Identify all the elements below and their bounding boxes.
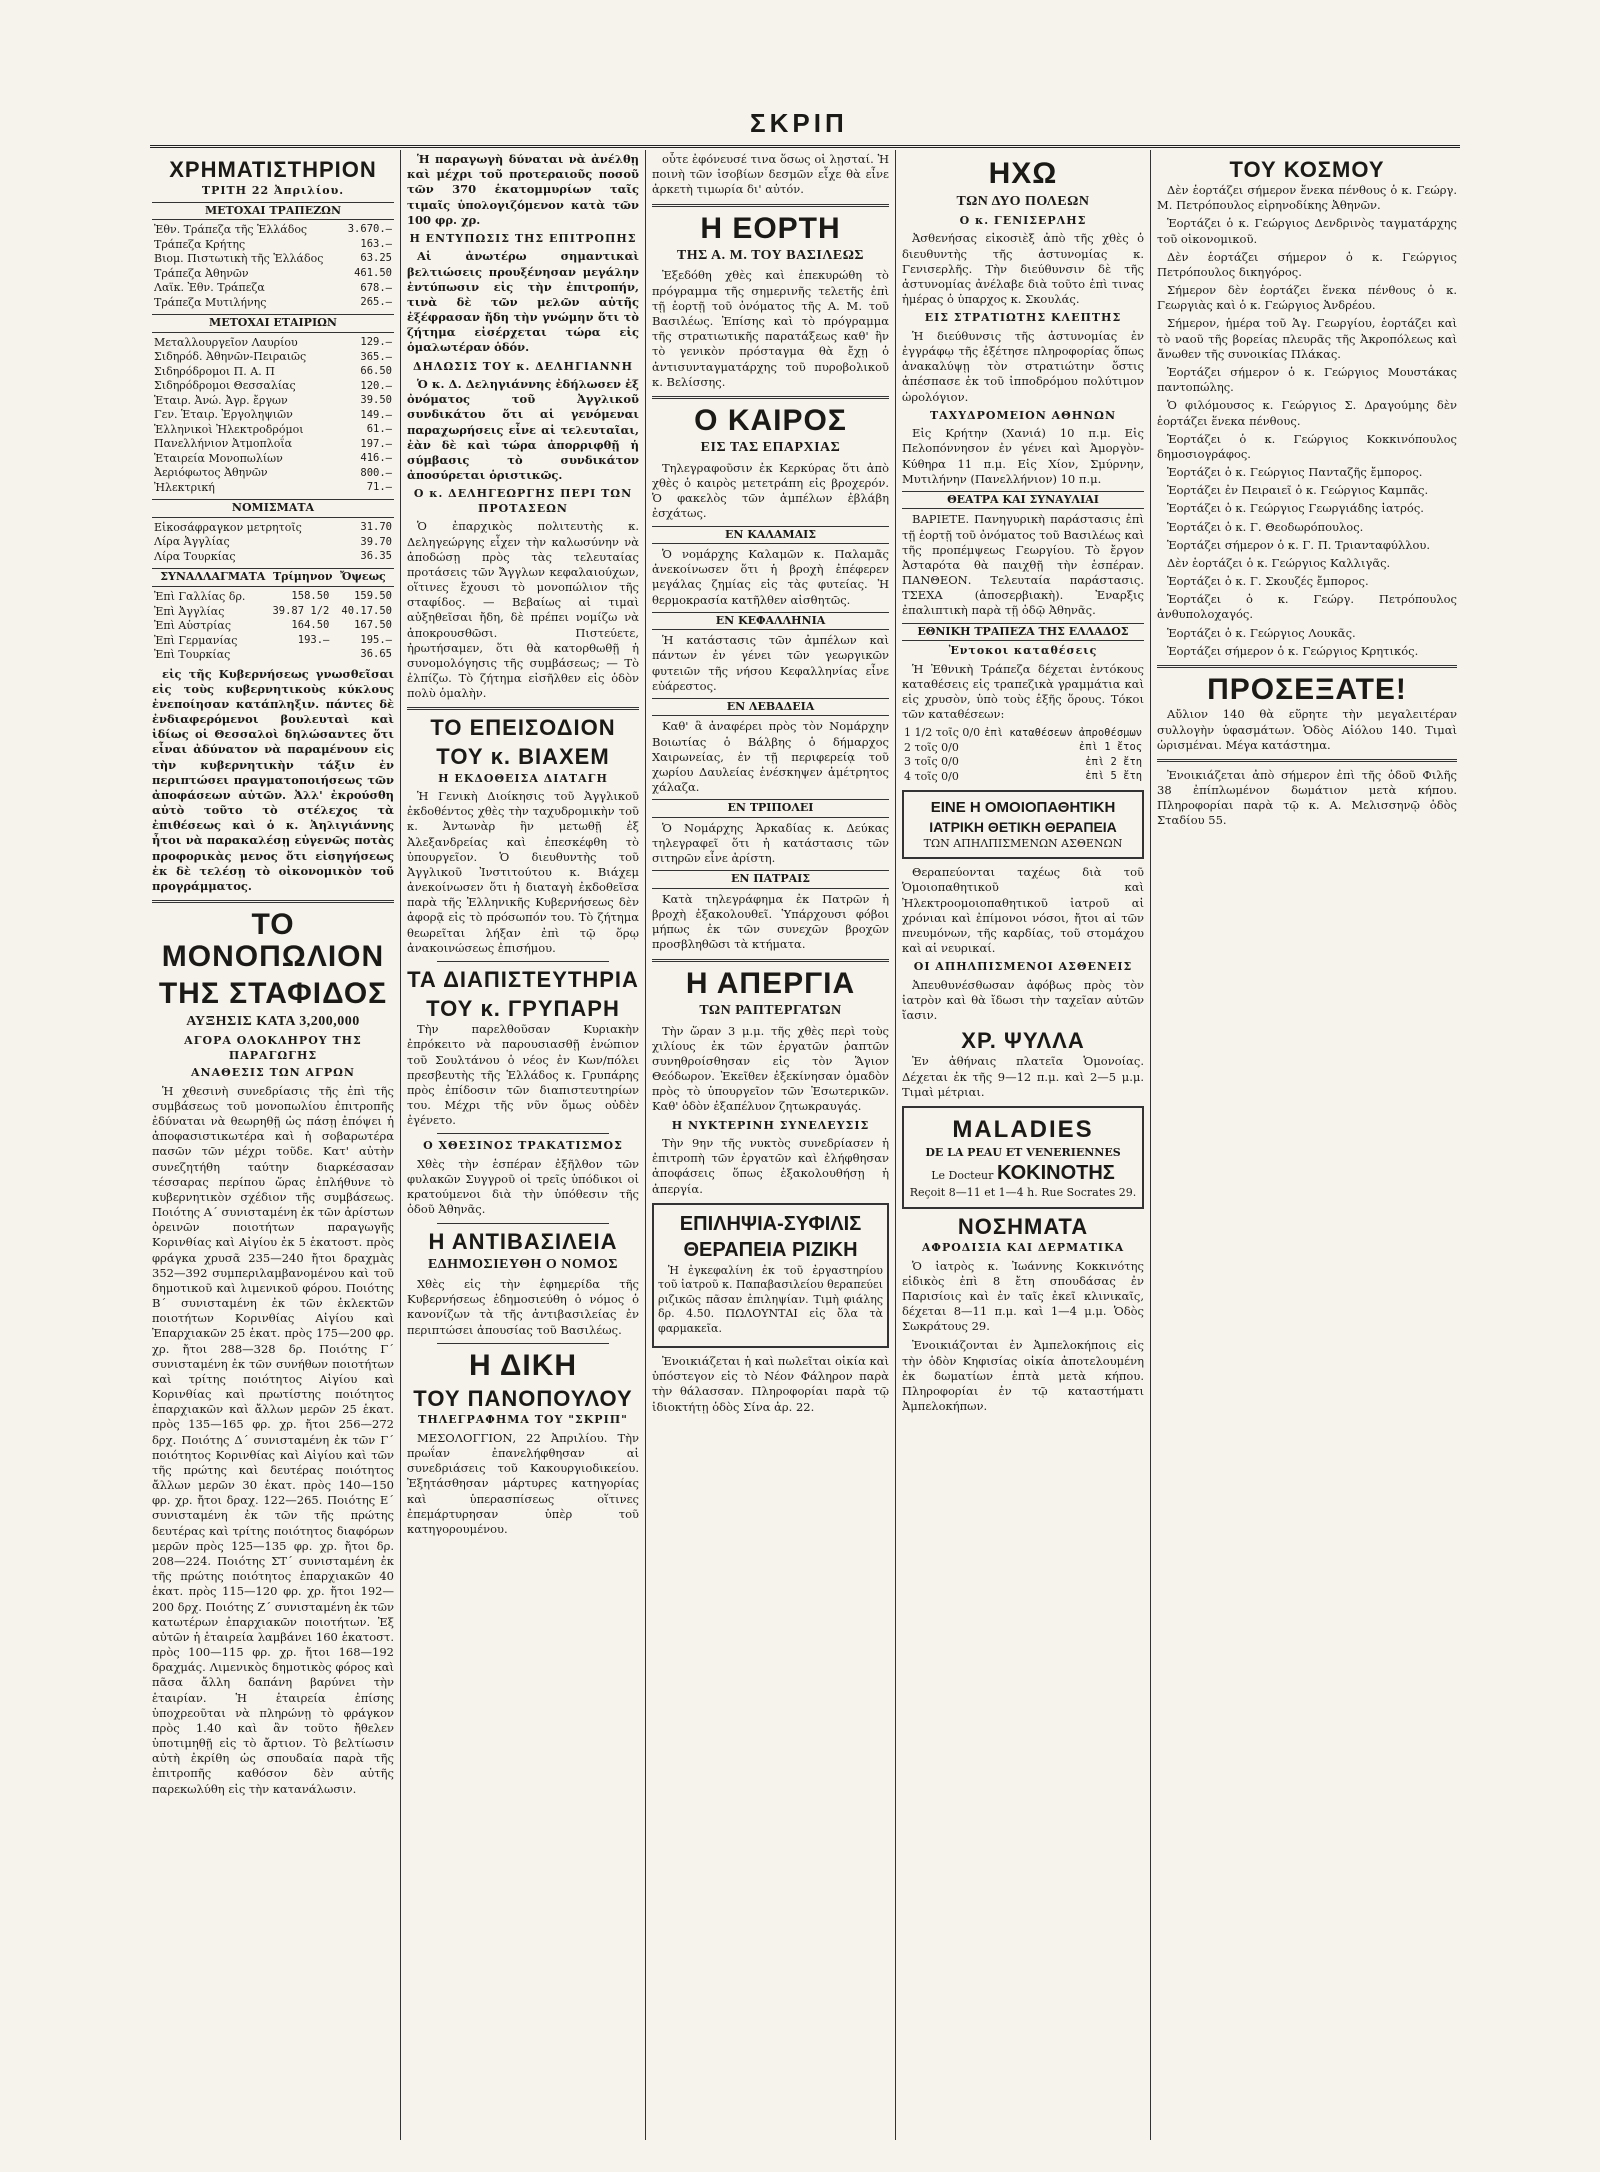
column-rule bbox=[645, 150, 646, 2140]
bank-subtitle: Ἐντοκοι καταθέσεις bbox=[948, 644, 1098, 658]
table-row bbox=[152, 223, 394, 238]
table-row bbox=[902, 755, 1144, 770]
impressions-article: Αἱ ἀνωτέρω σημαντικαὶ βελτιώσεις προυξένησαν μεγάλην ἐντύπωσιν εἰς τὴν ἐπιτροπήν, τινὰ δὲ τῶν μελῶν αὐτῆς ἐξέφρασαν ἤδη τὴν γνώμην ὅτι τὸ ζήτημα εἰσέρχεται τώρα εἰς ὁμαλωτέραν ὁδόν. bbox=[407, 249, 639, 355]
gold-article: Χθὲς τὴν ἑσπέραν ἐξῆλθον τῶν φυλακῶν Συγγροῦ οἱ τρεῖς ὑπόδικοι οἱ κρατούμενοι διὰ τὴν ὑπόθεσιν τῆς ὁδοῦ Ἀθηνᾶς. bbox=[407, 1156, 639, 1217]
currency-title: ΝΟΜΙΣΜΑΤΑ bbox=[152, 499, 394, 518]
table-cell: Λίρα Τουρκίας bbox=[154, 549, 236, 563]
verdict-paragraph: οὗτε ἐφόνευσέ τινα ὅσως οἱ λῃσταί. Ἡ ποινὴ τῶν ἰσοβίων δεσμῶν εἶχε θὰ εἶνε ἀρκετὴ τιμωρία δι' αὐτόν. bbox=[652, 152, 889, 197]
place-article: Ὁ νομάρχης Καλαμῶν κ. Παλαμᾶς ἀνεκοίνωσεν ὅτι ἡ βροχὴ ἐπέφερεν μεγάλας ζημίας εἰς τὰς φυτείας. Ἡ θερμοκρασία κατῆλθεν αἰσθητῶς. bbox=[652, 547, 889, 607]
list-item: Ἑορτάζει ὁ κ. Γεώργιος Λουκᾶς. bbox=[1167, 625, 1356, 640]
list-item: Δὲν ἑορτάζει σήμερον ἕνεκα πένθους ὁ κ. Γεώργ. Μ. Πετρόπουλος εἰρηνοδίκης Ἀθηνῶν. bbox=[1157, 183, 1457, 213]
intro-paragraph: εἰς τῆς Κυβερνήσεως γνωσθεῖσαι εἰς τοὺς κυβερνητικοὺς κύκλους ἐνεποίησαν κατάπληξιν. πάντες δὲ ἐνδιαφερόμενοι βουλευταὶ καὶ ἰδίως οἱ Θεσσαλοὶ δηλώσαντες ὅτι εἶναι ἀδύνατον νὰ παραμένουν εἰς τὴν κυβερνητικὴν τάξιν ἐν περιπτώσει πραγματοποιήσεως τῶν ἀποφάσεων αὐτῶν. Ἀλλ' ἐκρούσθη αὐτὸ τοῦτο τὸ στέλεχος τὰ ἐπιθέσεως καὶ ὁ κ. Ἀηλιγιάννης ἦτοι νὰ παρακαλέσῃ εὐγενῶς ποτὰς προφορικὰς μενος ὅτι εἰσηγήσεως ἐκ δὲ τελέσῃ τὸ οἰκονομικὸν τοῦ προγράμματος. bbox=[152, 666, 394, 893]
table-row bbox=[152, 252, 394, 267]
echo-heading: ΗΧΩ bbox=[988, 157, 1058, 190]
divider bbox=[652, 396, 889, 399]
column-rule bbox=[400, 150, 401, 2140]
episode-heading-2: ΤΟΥ κ. ΒΙΑΧΕΜ bbox=[436, 744, 610, 770]
table-row bbox=[152, 408, 394, 423]
table-cell: 71.— bbox=[366, 481, 392, 494]
table-cell: 120.— bbox=[360, 379, 392, 392]
feast-heading: Η ΕΟΡΤΗ bbox=[700, 211, 841, 245]
credentials-article: Τὴν παρελθοῦσαν Κυριακὴν ἐπρόκειτο νὰ παρουσιασθῇ ἐνώπιον τοῦ Σουλτάνου ὁ νέος ἐν Κων/πόλει πρεσβευτὴς τῆς Ἑλλάδος κ. Γρυπάρης πρὸς ἐπίδοσιν τῶν διαπιστευτηρίων του. Μέχρι τῆς νῦν ὅμως οὐδὲν ἐγένετο. bbox=[407, 1022, 639, 1128]
column-rule bbox=[1150, 150, 1151, 2140]
place-title: ΕΝ ΤΡΙΠΟΛΕΙ bbox=[652, 799, 889, 818]
column-1 bbox=[152, 152, 394, 2142]
table-cell: 129.— bbox=[360, 336, 392, 349]
attention-heading: ΠΡΟΣΕΞΑΤΕ! bbox=[1207, 672, 1407, 706]
table-cell: 195.— bbox=[360, 633, 392, 646]
place-article: Ὁ Νομάρχης Ἀρκαδίας κ. Δεύκας τηλεγραφεῖ ὅτι ἡ κατάστασις τῶν σιτηρῶν εἶνε ἀρίστη. bbox=[652, 820, 889, 866]
place-article: Κατὰ τηλεγράφημα ἐκ Πατρῶν ἡ βροχὴ ἐξακολουθεῖ. Ὑπάρχουσι φόβοι μήπως ἐκ τῶν συνεχῶν βροχῶν προσβληθῶσι τὰ κτήματα. bbox=[652, 891, 889, 952]
episode-heading: ΤΟ ΕΠΕΙΣΟΔΙΟΝ bbox=[430, 715, 616, 741]
monopoly-subheading-2: ΑΓΟΡΑ ΟΛΟΚΛΗΡΟΥ ΤΗΣ ΠΑΡΑΓΩΓΗΣ bbox=[184, 1034, 362, 1062]
post-article: Εἰς Κρήτην (Χανιά) 10 π.μ. Εἰς Πελοπόννησον ἐν γένει καὶ Ἀμοργὸν-Κύθηρα 11 π.μ. Εἰς Χίον, Σμύρνην, Μυτιλήνην (Πανελλήνιον) 10 π.μ. bbox=[902, 426, 1144, 486]
table-row bbox=[152, 350, 394, 365]
table-cell: Σιδηρόδρομοι Θεσσαλίας bbox=[154, 379, 296, 393]
rental-notice: Ἐνοικιάζεται ἡ καὶ πωλεῖται οἰκία καὶ ὑπόστεγον εἰς τὸ Νέον Φάληρον παρὰ τὴν θάλασσαν. Πληροφορίαι παρὰ τῷ ἰδιοκτήτῃ ὁδὸς Σίνα ἀρ. 22. bbox=[652, 1354, 889, 1414]
list-item: Ἑορτάζει ὁ κ. Γεώργιος Δενδρινὸς ταγματάρχης τοῦ οἰκονομικοῦ. bbox=[1157, 216, 1457, 246]
maladies-hours: Reçoit 8—11 et 1—4 h. Rue Socrates 29. bbox=[909, 1186, 1137, 1200]
table-cell: Ἐπὶ Αὐστρίας bbox=[154, 619, 232, 633]
maladies-subtitle: DE LA PEAU ET VENERIENNES bbox=[925, 1145, 1121, 1159]
table-cell: 800.— bbox=[360, 466, 392, 479]
table-cell: 265.— bbox=[360, 296, 392, 309]
list-item: Ἑορτάζει ὁ κ. Γεώργιος Κοκκινόπουλος δημοσιογράφος. bbox=[1157, 431, 1457, 461]
table-cell: 4 τοῖς 0/0 bbox=[904, 769, 959, 783]
table-cell: 193.— bbox=[297, 633, 330, 646]
exchange-title bbox=[152, 568, 394, 587]
echo-byline: Ο κ. ΓΕΝΙΣΕΡΛΗΣ bbox=[959, 213, 1087, 227]
exchange-col-1: Τρίμηνον bbox=[272, 570, 333, 584]
divider bbox=[652, 959, 889, 962]
homeopathy-article: Θεραπεύονται ταχέως διὰ τοῦ Ὁμοιοπαθητικοῦ καὶ Ἠλεκτροομοιοπαθητικοῦ ἰατροῦ αἱ χρόνιαι καὶ ἐπίμονοι νόσοι, ἤτοι αἱ τῶν πνευμόνων, τῆς καρδίας, τοῦ στομάχου καὶ αἱ νευρικαί. bbox=[902, 865, 1144, 956]
table-cell: Ἑταιρ. Ἀνώ. Ἀγρ. ἔργων bbox=[154, 393, 288, 407]
table-row bbox=[152, 365, 394, 380]
list-item: Ἑορτάζει σήμερον ὁ κ. Γεώργιος Μουστάκας παντοπώλης. bbox=[1157, 364, 1457, 395]
maladies-doctor-line bbox=[908, 1160, 1138, 1186]
episode-article: Ἡ Γενικὴ Διοίκησις τοῦ Ἀγγλικοῦ ἐκδοθέντος χθὲς τὴν ταχυδρομικὴν τοῦ κ. Ἀντωνὰρ ἣν μετωθῇ ἐξ Ἀλεξανδρείας καὶ ἐπεσκέφθη τὸ ὑπουργεῖον. Ὁ διευθυντὴς τοῦ Ἀγγλικοῦ Ἰνστιτούτου κ. Βιάχεμ ἀνεκοίνωσεν ὅτι ἡ διαταγὴ ἐκδοθεῖσα παρὰ τῆς Ἑλληνικῆς Κυβερνήσεως δὲν ἀφορᾷ εἰς τὸ πρόσωπόν του. Τὸ ζήτημα θεωρεῖται λήξαν ἐπὶ τῷ ὅρῳ ἀνακοινώσεως ἐπισήμου. bbox=[407, 789, 639, 955]
table-cell: Ἐπὶ Γερμανίας bbox=[154, 633, 238, 647]
table-cell: Ἐπὶ Ἀγγλίας bbox=[154, 604, 225, 618]
table-row bbox=[152, 521, 394, 536]
table-row bbox=[152, 452, 394, 467]
table-row bbox=[152, 336, 394, 351]
list-item: Δὲν ἑορτάζει ὁ κ. Γεώργιος Καλλιγᾶς. bbox=[1167, 555, 1391, 570]
table-row bbox=[152, 535, 394, 550]
table-row bbox=[152, 619, 394, 634]
stock-exchange-heading: ΧΡΗΜΑΤΙΣΤΗΡΙΟΝ bbox=[169, 157, 377, 182]
list-item: Ἑορτάζει σήμερον ὁ κ. Γεώργιος Κρητικός. bbox=[1167, 643, 1419, 658]
bank-article: Ἡ Ἐθνικὴ Τράπεζα δέχεται ἐντόκους καταθέσεις εἰς τραπεζικὰ γραμμάτια καὶ εἰς χρυσὸν, ὑπὸ τοὺς ἑξῆς ὅρους. Τόκοι τῶν καταθέσεων: bbox=[902, 661, 1144, 722]
table-row bbox=[152, 481, 394, 496]
table-cell: Σιδηρόδρομοι Π. Α. Π bbox=[154, 364, 275, 378]
epilepsy-title: ΕΠΙΛΗΨΙΑ-ΣΥΦΙΛΙΣ bbox=[679, 1212, 862, 1235]
table-cell: 39.87 1/2 bbox=[272, 604, 330, 617]
table-cell: Λίρα Ἀγγλίας bbox=[154, 535, 230, 549]
weather-intro: Τηλεγραφοῦσιν ἐκ Κερκύρας ὅτι ἀπὸ χθὲς ὁ καιρὸς μετετράπη εἰς βροχερόν. Ὁ φακελὸς τῶν ἀμπέλων ἐβλάβη ἐσχάτως. bbox=[652, 460, 889, 521]
table-cell: Γεν. Ἑταιρ. Ἐργοληψιῶν bbox=[154, 408, 293, 422]
weather-heading-2: ΕΙΣ ΤΑΣ ΕΠΑΡΧΙΑΣ bbox=[700, 440, 841, 456]
table-row bbox=[152, 296, 394, 311]
night-meeting-title: Η ΝΥΚΤΕΡΙΝΗ ΣΥΝΕΛΕΥΣΙΣ bbox=[671, 1118, 870, 1132]
list-item: Ἑορτάζει ἐν Πειραιεῖ ὁ κ. Γεώργιος Καμπᾶς. bbox=[1167, 483, 1429, 498]
table-cell: ἐπὶ 5 ἔτη bbox=[1085, 770, 1143, 783]
table-row bbox=[152, 394, 394, 409]
place-article: Καθ' ἃ ἀναφέρει πρὸς τὸν Νομάρχην Βοιωτίας ὁ Βάλβης ὁ δήμαρχος Χαιρωνείας, ἐν τῇ περιφερείᾳ τοῦ χωρίου Δαυλείας ἐνέσκηψεν ἀμέτρητος χάλαζα. bbox=[652, 719, 889, 795]
divider bbox=[1157, 665, 1457, 668]
table-row bbox=[902, 741, 1144, 756]
list-item: Δὲν ἑορτάζει σήμερον ὁ κ. Γεώργιος Πετρόπουλος δικηγόρος. bbox=[1157, 249, 1457, 279]
table-cell: Ἑταιρεία Μονοπωλίων bbox=[154, 451, 283, 465]
table-cell: 61.— bbox=[366, 423, 392, 436]
table-cell: Λαϊκ. Ἐθν. Τράπεζα bbox=[154, 281, 265, 295]
table-cell: 40.17.50 bbox=[341, 604, 392, 617]
place-title: ΕΝ ΚΑΛΑΜΑΙΣ bbox=[652, 526, 889, 545]
table-cell: Σιδηρόδ. Ἀθηνῶν-Πειραιῶς bbox=[154, 350, 307, 364]
table-cell: 66.50 bbox=[360, 365, 392, 378]
table-cell: Τράπεζα Μυτιλήνης bbox=[154, 295, 267, 309]
gold-title: Ο ΧΘΕΣΙΝΟΣ ΤΡΑΚΑΤΙΣΜΟΣ bbox=[423, 1139, 623, 1153]
table-row bbox=[152, 550, 394, 565]
exchange-date: ΤΡΙΤΗ 22 Ἀπριλίου. bbox=[201, 184, 345, 198]
table-cell: 39.50 bbox=[360, 394, 392, 407]
divider bbox=[652, 204, 889, 207]
table-row bbox=[152, 437, 394, 452]
place-article: Ἡ κατάστασις τῶν ἀμπέλων καὶ πάντων ἐν γένει τῶν γεωργικῶν φυτειῶν τῆς νήσου Κεφαλληνίας εἶνε εὐάρεστος. bbox=[652, 633, 889, 693]
table-cell: 149.— bbox=[360, 408, 392, 421]
monopoly-subheading-3: ΑΝΑΘΕΣΙΣ ΤΩΝ ΑΓΡΩΝ bbox=[191, 1066, 355, 1080]
table-cell: 36.65 bbox=[360, 648, 392, 661]
column-rule bbox=[895, 150, 896, 2140]
exchange-col-2: Ὄψεως bbox=[340, 570, 386, 584]
epilepsy-text: Ἡ ἐγκεφαλίνη ἐκ τοῦ ἐργαστηρίου τοῦ ἰατροῦ κ. Παπαβασιλείου θεραπεύει ριζικῶς πᾶσαν ἐπιληψίαν. Τιμὴ φιάλης δρ. 4.50. ΠΩΛΟΥΝΤΑΙ εἰς ὅλα τὰ φαρμακεῖα. bbox=[658, 1263, 883, 1335]
night-meeting-article: Τὴν 9ην τῆς νυκτὸς συνεδρίασεν ἡ ἐπιτροπὴ τῶν ἐργατῶν καὶ ἐλήφθησαν ἀποφάσεις ὅπως ἐξακολουθήσῃ ἡ ἀπεργία. bbox=[652, 1136, 889, 1196]
table-row bbox=[902, 726, 1144, 741]
place-title: ΕΝ ΠΑΤΡΑΙΣ bbox=[652, 870, 889, 889]
statements-article: Ὁ κ. Δ. Δεληγιάννης ἐδήλωσεν ἐξ ὀνόματος τοῦ Ἀγγλικοῦ συνδικάτου ὅτι αἱ γενόμεναι παραχωρήσεις εἶνε αἱ τελευταῖαι, ἐὰν δὲ καὶ τώρα ἀπορριφθῇ ἡ σύμβασις τὸ συνδικάτον ἀποσύρεται ὁριστικῶς. bbox=[407, 377, 639, 483]
table-cell: 159.50 bbox=[354, 590, 392, 603]
epilepsy-subtitle: ΘΕΡΑΠΕΙΑ ΡΙΖΙΚΗ bbox=[683, 1239, 858, 1262]
table-row bbox=[152, 634, 394, 649]
table-cell: 2 τοῖς 0/0 bbox=[904, 740, 959, 754]
table-cell: 158.50 bbox=[291, 590, 330, 603]
diseases-article: Ὁ ἰατρὸς κ. Ἰωάννης Κοκκινότης εἰδικὸς ἐπὶ 8 ἔτη σπουδάσας ἐν Παρισίοις καὶ ἐν ταῖς ἐκεῖ κλινικαῖς, δέχεται 8—11 π.μ. καὶ 1—4 μ.μ. Ὁδὸς Σωκράτους 29. bbox=[902, 1258, 1144, 1334]
table-cell: 1 1/2 τοῖς 0/0 bbox=[904, 726, 981, 740]
divider bbox=[407, 707, 639, 710]
echo-article: Ἀσθενήσας εἰκοσιὲξ ἀπὸ τῆς χθὲς ὁ διευθυντὴς τῆς ἀστυνομίας κ. Γενισερλῆς. Τὴν διεύθυνσιν δὲ τῆς ἀστυνομίας ἀνέλαβε διὰ τοῦτο ἐπὶ τινας ἡμέρας ὁ ὑπαρχος κ. Σκουλάς. bbox=[902, 231, 1144, 307]
weather-heading: Ο ΚΑΙΡΟΣ bbox=[694, 403, 847, 437]
strike-heading: Η ΑΠΕΡΓΙΑ bbox=[685, 966, 856, 1000]
strike-heading-2: ΤΩΝ ΡΑΠΤΕΡΓΑΤΩΝ bbox=[699, 1003, 842, 1019]
episode-subheading: Η ΕΚΔΟΘΕΙΣΑ ΔΙΑΤΑΓΗ bbox=[438, 771, 608, 785]
table-row bbox=[152, 423, 394, 438]
bank-title: ΕΘΝΙΚΗ ΤΡΑΠΕΖΑ ΤΗΣ ΕΛΛΑΔΟΣ bbox=[902, 623, 1144, 642]
feast-article: Ἐξεδόθη χθὲς καὶ ἐπεκυρώθη τὸ πρόγραμμα τῆς σημερινῆς τελετῆς ἐπὶ τῇ ἑορτῇ τοῦ ὀνόματος τῆς Α. Μ. τοῦ Βασιλέως. Ἐπίσης καὶ τὸ πρόγραμμα τῆς στρατιωτικῆς παρατάξεως καθ' ἣν τὸ γενικὸν πρόσταγμα θὰ ἔχῃ ὁ ἀντισυνταγματάρχης τοῦ πυροβολικοῦ κ. Βελίσσης. bbox=[652, 268, 889, 389]
table-cell: 365.— bbox=[360, 350, 392, 363]
masthead bbox=[150, 108, 1460, 148]
list-item: Ἑορτάζει ὁ κ. Γεώργιος Πανταζῆς ἔμπορος. bbox=[1167, 465, 1423, 480]
homeopathy-heading-2: ΙΑΤΡΙΚΗ ΘΕΤΙΚΗ ΘΕΡΑΠΕΙΑ bbox=[929, 819, 1117, 836]
table-cell: 3.670.— bbox=[347, 223, 392, 236]
table-cell: Ἐθν. Τράπεζα τῆς Ἑλλάδος bbox=[154, 223, 308, 237]
maladies-ad bbox=[902, 1106, 1144, 1209]
credentials-heading-2: ΤΟΥ κ. ΓΡΥΠΑΡΗ bbox=[426, 996, 620, 1022]
proposal-title: Ο κ. ΔΕΛΗΓΕΩΡΓΗΣ ΠΕΡΙ ΤΩΝ ΠΡΟΤΑΣΕΩΝ bbox=[413, 487, 633, 515]
list-item: Ἑορτάζει ὁ κ. Γεώργ. Πετρόπουλος ἀνθυπολοχαγός. bbox=[1157, 592, 1457, 622]
rates-table bbox=[902, 726, 1144, 784]
divider bbox=[437, 1343, 609, 1344]
table-row bbox=[152, 648, 394, 663]
list-item: Ἑορτάζει ὁ κ. Γεώργιος Γεωργιάδης ἰατρός. bbox=[1167, 501, 1424, 516]
last-notice: Ἐνοικιάζεται ἀπὸ σήμερον ἐπὶ τῆς ὁδοῦ Φιλῆς 38 ἐπίπλωμένον δωμάτιον μετὰ κήπου. Πληροφορίαι παρὰ τῷ κ. Α. Μελισσηνῷ ὁδὸς Σταδίου 55. bbox=[1157, 767, 1457, 828]
list-item: Σήμερον δὲν ἑορτάζει ἕνεκα πένθους ὁ κ. Γεωργιὰς καὶ ὁ κ. Γεώργιος Ἀνδρέου. bbox=[1157, 283, 1457, 313]
diseases-heading: ΝΟΣΗΜΑΤΑ bbox=[957, 1213, 1089, 1239]
doctor-article: Ἐν ἀθήναις πλατεῖα Ὁμονοίας. Δέχεται ἐκ τῆς 9—12 π.μ. καὶ 2—5 μ.μ. Τιμαὶ μέτριαι. bbox=[902, 1054, 1144, 1099]
table-row bbox=[152, 590, 394, 605]
regency-heading: Η ΑΝΤΙΒΑΣΙΛΕΙΑ bbox=[428, 1228, 618, 1254]
maladies-doctor-name: ΚΟΚΙΝΟΤΗΣ bbox=[997, 1162, 1115, 1185]
monopoly-subheading: ΑΥΞΗΣΙΣ ΚΑΤΑ 3,200,000 bbox=[186, 1013, 360, 1029]
table-cell: ἐπὶ 2 ἔτη bbox=[1085, 755, 1143, 768]
divider bbox=[437, 1223, 609, 1224]
exchange-table bbox=[152, 590, 394, 663]
monopoly-heading-2: ΤΗΣ ΣΤΑΦΙΔΟΣ bbox=[158, 977, 388, 1011]
regency-subheading: ΕΔΗΜΟΣΙΕΥΘΗ Ο ΝΟΜΟΣ bbox=[427, 1256, 619, 1272]
table-cell: Εἰκοσάφραγκον μετρητοῖς bbox=[154, 520, 302, 534]
list-item: Ἑορτάζει ὁ κ. Γ. Θεοδωρόπουλος. bbox=[1167, 519, 1364, 534]
divider bbox=[1157, 759, 1457, 762]
proposal-article: Ὁ ἐπαρχικὸς πολιτευτὴς κ. Δεληγεώργης εἶχεν τὴν καλωσύνην νὰ ἀποδώσῃ πρὸς τὰς τελευταίας προτάσεις τῶν Ἄγγλων κεφαλαιούχων, οἵτινες ἔχουσι τὸ μονοπώλιον τῆς σταφίδος. — Βεβαίως αἱ τιμαὶ αὐξηθεῖσαι ἤδη, δὲ πρέπει νομίζω νὰ ἀποκρουσθῶσι. Πιστεύετε, ἠρωτήσαμεν, ὅτι θὰ κατορθωθῇ ἡ συνομολόγησις τῆς συμβάσεως; — Τὸ ἐλπίζω. Τὸ ζήτημα εἰσῆλθεν εἰς ὁδὸν πολὺ ὁμαλὴν. bbox=[407, 519, 639, 701]
table-cell: 39.70 bbox=[360, 535, 392, 548]
list-item: Ἑορτάζει ὁ κ. Γ. Σκουζές ἔμπορος. bbox=[1167, 574, 1369, 589]
patients-title: ΟΙ ΑΠΗΛΠΙΣΜΕΝΟΙ ΑΣΘΕΝΕΙΣ bbox=[913, 960, 1133, 974]
table-cell: Ἑλληνικοὶ Ἠλεκτροδρόμοι bbox=[154, 422, 304, 436]
table-cell: Ἐπὶ Τουρκίας bbox=[154, 648, 231, 662]
theatre-title: ΘΕΑΤΡΑ ΚΑΙ ΣΥΝΑΥΛΙΑΙ bbox=[902, 491, 1144, 510]
regency-article: Χθὲς εἰς τὴν ἐφημερίδα τῆς Κυβερνήσεως ἐδημοσιεύθη ὁ νόμος ὁ κανονίζων τὰ τῆς ἀντιβασιλείας ἐν περιπτώσει ἀπουσίας τοῦ Βασιλέως. bbox=[407, 1277, 639, 1337]
table-cell bbox=[261, 648, 331, 663]
list-item: Ὁ φιλόμουσος κ. Γεώργιος Σ. Δραγούμης δὲν ἑορτάζει ἕνεκα πένθους. bbox=[1157, 398, 1457, 428]
theatre-article: ΒΑΡΙΕΤΕ. Πανηγυρικὴ παράστασις ἐπὶ τῇ ἑορτῇ τοῦ ὀνόματος τοῦ Βασιλέως καὶ τῆς προπέμψεως Γεωργίου. Τὸ ἔργον Ἀσταρότα θὰ παιχθῇ τὴν ἑσπέραν. ΠΑΝΘΕΟΝ. Τελευταία παράστασις. ΤΣΕΧΑ (ἀποσερβιακὴ). Ἐναρξις ἐπαλιπτικὴ παρὰ τῇ ὁδῷ Ἀθηνᾶς. bbox=[902, 512, 1144, 618]
post-title: ΤΑΧΥΔΡΟΜΕΙΟΝ ΑΘΗΝΩΝ bbox=[929, 408, 1117, 422]
table-row bbox=[152, 238, 394, 253]
thief-title: ΕΙΣ ΣΤΡΑΤΙΩΤΗΣ ΚΛΕΠΤΗΣ bbox=[924, 311, 1122, 325]
table-row bbox=[152, 281, 394, 296]
table-cell: 3 τοῖς 0/0 bbox=[904, 755, 959, 769]
maladies-doctor-label: Le Docteur bbox=[931, 1169, 994, 1183]
table-row bbox=[152, 605, 394, 620]
table-cell: 163.— bbox=[360, 237, 392, 250]
table-cell: 63.25 bbox=[360, 252, 392, 265]
table-row bbox=[152, 379, 394, 394]
society-heading: ΤΟΥ ΚΟΣΜΟΥ bbox=[1229, 157, 1385, 182]
table-cell: 31.70 bbox=[360, 521, 392, 534]
statements-title: ΔΗΛΩΣΙΣ ΤΟΥ κ. ΔΕΛΗΓΙΑΝΝΗ bbox=[413, 359, 633, 373]
column-4 bbox=[902, 152, 1144, 2142]
table-row bbox=[152, 466, 394, 481]
trial-article: ΜΕΣΟΛΟΓΓΙΟΝ, 22 Ἀπριλίου. Τὴν πρωΐαν ἐπανελήφθησαν αἱ συνεδριάσεις τοῦ Κακουργιοδικείου. Ἐξητάσθησαν μάρτυρες κατηγορίας καὶ ὑπερασπίσεως οἵτινες ἐπεμάρτυρησαν ὑπὲρ τοῦ κατηγορουμένου. bbox=[407, 1430, 639, 1536]
table-cell: 461.50 bbox=[354, 267, 392, 279]
place-title: ΕΝ ΛΕΒΑΔΕΙΑ bbox=[652, 698, 889, 717]
maladies-title: MALADIES bbox=[952, 1115, 1094, 1143]
companies-title: ΜΕΤΟΧΑΙ ΕΤΑΙΡΙΩΝ bbox=[152, 314, 394, 333]
table-cell: Μεταλλουργεῖον Λαυρίου bbox=[154, 335, 298, 349]
echo-heading-2: ΤΩΝ ΔΥΟ ΠΟΛΕΩΝ bbox=[956, 193, 1090, 209]
currency-table bbox=[152, 521, 394, 565]
table-cell: 36.35 bbox=[360, 550, 392, 563]
feast-heading-2: ΤΗΣ Α. Μ. ΤΟΥ ΒΑΣΙΛΕΩΣ bbox=[676, 248, 865, 264]
column-2 bbox=[407, 152, 639, 2142]
table-row bbox=[152, 267, 394, 282]
banks-table bbox=[152, 223, 394, 310]
society-list bbox=[1157, 183, 1457, 659]
table-cell: 164.50 bbox=[291, 619, 330, 632]
column-3 bbox=[652, 152, 889, 2142]
monopoly-heading: ΤΟ ΜΟΝΟΠΩΛΙΟΝ bbox=[161, 908, 385, 973]
table-cell: ἐπὶ 1 ἔτος bbox=[1078, 741, 1143, 754]
thief-article: Ἡ διεύθυνσις τῆς ἀστυνομίας ἐν ἐγγράφῳ τῆς ἐξέτησε πληροφορίας ὅπως ἀνακαλύψῃ τὸν στρατιώτην ὅστις ἀπέσπασε ἐκ τοῦ ἰπποδρόμου πολύτιμον ὡρολόγιον. bbox=[902, 328, 1144, 404]
epilepsy-ad bbox=[652, 1203, 889, 1348]
list-item: Ἑορτάζει σήμερον ὁ κ. Γ. Π. Τριανταφύλλου. bbox=[1167, 537, 1431, 552]
table-cell: ἐπὶ καταθέσεων ἀπροθέσμων bbox=[984, 726, 1143, 739]
table-cell: Πανελλήνιον Ἀτμοπλοΐα bbox=[154, 437, 293, 451]
monopoly-article: Ἡ χθεσινὴ συνεδρίασις τῆς ἐπὶ τῆς συμβάσεως τοῦ μονοπωλίου ἐπιτροπῆς ἐδύναται νὰ θεωρηθῇ ὡς πάσῃ ἐπόψει ἡ ἀποφασιστικωτέρα καὶ ἡ σοβαρωτέρα πασῶν τῶν μέχρι τοῦδε. Κατ' αὐτὴν συνεζητήθη ταύτην διαρκέσασαν τέσσαρας περίπου ὥρας ἐπλήθυνε τὸ κυβερνητικὸν σχέδιον τῆς συμβάσεως. Ποιότης Α΄ συνισταμένη ἐκ τῶν ἀρίστων ὀρεινῶν ποιοτήτων παραγωγῆς Κορινθίας καὶ Αἰγίου ἐκ 5 ἑκατοστ. πρὸς φράγκα χρυσᾶ 235—240 ἤτοι δραχμὰς 352—392 συμπεριλαμβανομένου καὶ τοῦ δημοτικοῦ καὶ λιμενικοῦ φόρου. Ποιότης Β΄ συνισταμένη ἐκ τῶν ἐκλεκτῶν ποιοτήτων Κορινθίας Αἰγίου καὶ Ἐπαρχιακῶν 25 ἑκατ. πρὸς 175—200 φρ. χρ. ἤτοι 288—328 δρ. Ποιότης Γ΄ συνισταμένη ἐκ τῶν συνήθων ποιοτήτων καὶ τρίτης ποιότητος Αἰγίου καὶ Κορινθίας καὶ πρωτίστης ποιότητος ἐπαρχιακῶν καὶ ἄλλων μερῶν 25 ἑκατ. πρὸς 135—165 φρ. χρ. ἤτοι 256—272 δρχ. Ποιότης Δ΄ συνισταμένη ἐκ τῶν Γ΄ ποιότητος Κορινθίας καὶ Αἰγίου καὶ τῶν τῆς πρώτης καὶ δευτέρας ποιότητος ἄλλων μερῶν 30 ἑκατ. πρὸς 140—150 φρ. χρ. ἤτοι δραχ. 122—265. Ποιότης Ε΄ συνισταμένη ἐκ τῶν τῆς πρώτης δευτέρας καὶ τρίτης ποιότητος διαφόρων μερῶν πρὸς 125—135 φρ. χρ. ἤτοι δρ. 208—224. Ποιότης ΣΤ΄ συνισταμένη ἐκ τῆς πρώτης ποιότητος ἐπαρχιακῶν 40 ἑκατ. πρὸς 115—120 φρ. χρ. ἤτοι 192—200 δρχ. Ποιότης Ζ΄ συνισταμένη ἐκ τῶν κατωτέρων ἐπαρχιακῶν ποιοτήτων. Ἐξ αὐτῶν ἡ ἑταιρεία λαμβάνει 160 ἑκατοστ. πρὸς 100—115 φρ. χρ. ἤτοι 168—192 δραχμάς. Λιμενικὸς δημοτικὸς φόρος καὶ πᾶσα ἄλλη δαπάνη βαρύνει τὴν ἑταιρίαν. Ἡ ἑταιρεία ἐπίσης ὑποχρεοῦται νὰ πληρώνῃ τὸ φράγκον πρὸς 1.40 καὶ ἂν τοῦτο ἤθελεν ὑποτιμηθῇ εἰς τὸ ἄρτιον. Τὸ βελτίωσιν αὐτὴ ἐκρίθη ὡς σπουδαία παρὰ τῆς ἐπιτροπῆς καθόσον δὲν αὐτῆς παρεκωλύθη εἰς τὴν κατανάλωσιν. bbox=[152, 1083, 394, 1796]
table-cell: 416.— bbox=[360, 452, 392, 465]
list-item: Σήμερον, ἡμέρα τοῦ Ἁγ. Γεωργίου, ἑορτάζει καὶ τὸ ναοῦ τῆς βορείας πλευρᾶς τῆς Ἀκροπόλεως καὶ ἄνωθεν τῆς συνοικίας Πλάκας. bbox=[1157, 316, 1457, 361]
table-row bbox=[902, 770, 1144, 785]
trial-heading: Η ΔΙΚΗ bbox=[468, 1348, 578, 1382]
trial-subheading: ΤΗΛΕΓΡΑΦΗΜΑ ΤΟΥ "ΣΚΡΙΠ" bbox=[418, 1413, 628, 1427]
table-cell: Ἠλεκτρική bbox=[154, 480, 215, 494]
strike-article: Τὴν ὥραν 3 μ.μ. τῆς χθὲς περὶ τοὺς χιλίους ἐκ τῶν ἐργατῶν ῥαπτῶν συνηθροίσθησαν εἰς τὸν Ἅγιον Θεόδωρον. Ἐκεῖθεν ἐξεκίνησαν ὁμαδὸν πρὸς τὸ ὑπουργεῖον τῶν Ἐσωτερικῶν. Καθ' ὁδὸν ἐξαπέλυον ζητωκραυγάς. bbox=[652, 1023, 889, 1114]
divider bbox=[437, 961, 609, 962]
homeopathy-ad bbox=[902, 790, 1144, 859]
weather-places bbox=[652, 526, 889, 953]
doctor-name: ΧΡ. ΨΥΛΛΑ bbox=[961, 1028, 1085, 1054]
table-cell: Τράπεζα Κρήτης bbox=[154, 237, 246, 251]
companies-table bbox=[152, 336, 394, 496]
table-cell: 197.— bbox=[360, 437, 392, 450]
attention-article: Αὔλιον 140 θὰ εὕρητε τὴν μεγαλειτέραν συλλογὴν ὑφασμάτων. Ὁδὸς Αἰόλου 140. Τιμαὶ ὡρισμέναι. Μέγα κατάστημα. bbox=[1157, 707, 1457, 752]
divider bbox=[152, 900, 394, 903]
table-cell: Τράπεζα Ἀθηνῶν bbox=[154, 266, 249, 280]
banks-title: ΜΕΤΟΧΑΙ ΤΡΑΠΕΖΩΝ bbox=[152, 202, 394, 221]
patients-article: Ἀπευθυνέσθωσαν ἀφόβως πρὸς τὸν ἰατρὸν καὶ θὰ ἴδωσι τὴν ταχεῖαν αὐτῶν ἴασιν. bbox=[902, 977, 1144, 1023]
table-cell: Ἀεριόφωτος Ἀθηνῶν bbox=[154, 466, 268, 480]
place-title: ΕΝ ΚΕΦΑΛΛΗΝΙΑ bbox=[652, 612, 889, 631]
trial-heading-2: ΤΟΥ ΠΑΝΟΠΟΥΛΟΥ bbox=[413, 1386, 633, 1412]
table-cell: 167.50 bbox=[354, 619, 392, 632]
rent-notice: Ἐνοικιάζονται ἐν Ἀμπελοκήποις εἰς τὴν ὁδὸν Κηφισίας οἰκία ἀποτελουμένη ἐκ δωματίων ἑπτὰ μετὰ κήπου. Πληροφορίαι ἐν τῷ καταστήματι Ἀμπελοκήπων. bbox=[902, 1338, 1144, 1414]
homeopathy-subheading: ΤΩΝ ΑΠΗΛΠΙΣΜΕΝΩΝ ΑΣΘΕΝΩΝ bbox=[923, 836, 1123, 850]
table-cell: 678.— bbox=[360, 281, 392, 294]
homeopathy-heading: ΕΙΝΕ Η ΟΜΟΙΟΠΑΘΗΤΙΚΗ bbox=[930, 799, 1116, 817]
table-cell: Βιομ. Πιστωτικὴ τῆς Ἑλλάδος bbox=[154, 252, 324, 266]
masthead-title: ΣΚΡΙΠ bbox=[750, 108, 848, 138]
divider bbox=[437, 1133, 609, 1134]
table-cell: Ἐπὶ Γαλλίας δρ. bbox=[154, 589, 246, 603]
impressions-title: Η ΕΝΤΥΠΩΣΙΣ ΤΗΣ ΕΠΙΤΡΟΠΗΣ bbox=[409, 231, 637, 245]
column-5 bbox=[1157, 152, 1457, 2142]
exchange-title-label: ΣΥΝΑΛΛΑΓΜΑΤΑ bbox=[160, 570, 266, 584]
diseases-subheading: ΑΦΡΟΔΙΣΙΑ ΚΑΙ ΔΕΡΜΑΤΙΚΑ bbox=[921, 1241, 1125, 1255]
credentials-heading: ΤΑ ΔΙΑΠΙΣΤΕΥΤΗΡΙΑ bbox=[407, 966, 639, 992]
production-paragraph: Ἡ παραγωγὴ δύναται νὰ ἀνέλθῃ καὶ μέχρι τοῦ προτεραιοῦς ποσοῦ τῶν 370 ἑκατομμυρίων ταῖς τιμαῖς ὑπολογιζόμενον κατὰ τῶν 100 φρ. χρ. bbox=[407, 152, 639, 227]
